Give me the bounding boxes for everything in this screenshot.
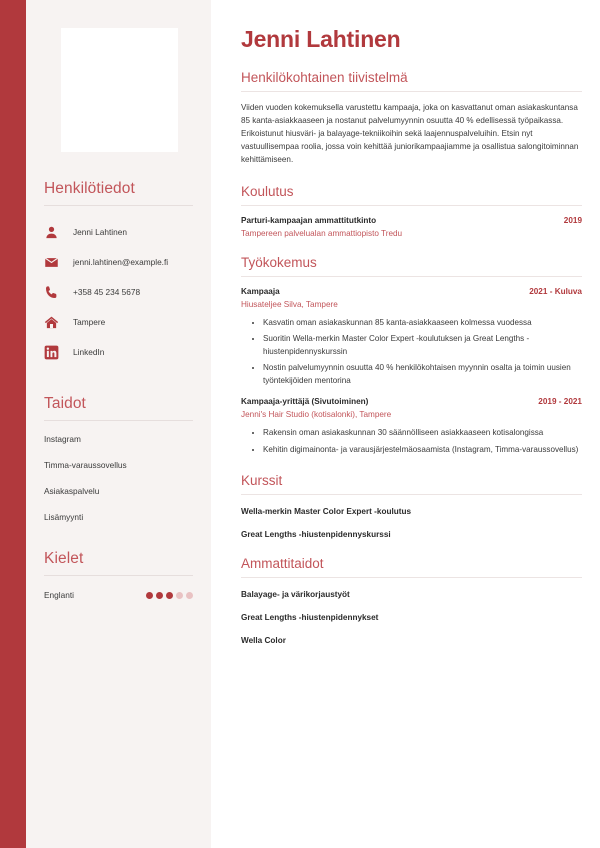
list-item: Great Lengths -hiustenpidennyskurssi <box>241 530 391 540</box>
entry-title: Kampaaja <box>241 286 280 296</box>
rating-dot <box>166 592 173 599</box>
section-heading: Ammattitaidot <box>241 556 324 572</box>
entry-title: Parturi-kampaajan ammattitutkinto <box>241 215 377 225</box>
divider <box>44 575 193 576</box>
entry-bullets <box>241 317 582 388</box>
experience-entry <box>241 287 582 388</box>
divider <box>241 276 582 277</box>
sidebar-heading-contact: Henkilötiedot <box>44 180 135 197</box>
experience-entry <box>241 397 582 456</box>
list-item: Wella-merkin Master Color Expert -koulutus <box>241 507 412 517</box>
list-item: Lisämyynti <box>44 512 84 522</box>
contact-item-label: jenni.lahtinen@example.fi <box>73 257 169 267</box>
rating-dot <box>186 592 193 599</box>
rating-dot <box>156 592 163 599</box>
entry-title: Kampaaja-yrittäjä (Sivutoiminen) <box>241 397 369 407</box>
section-courses <box>241 473 582 539</box>
list-item: • Rakensin oman asiakaskunnan 30 säännölliseen asiakkaaseen kotisalongissa <box>263 427 582 440</box>
contact-item-email[interactable] <box>44 247 193 277</box>
section-summary <box>241 70 582 167</box>
divider <box>241 577 582 578</box>
skills-list <box>44 434 193 522</box>
divider <box>44 205 193 206</box>
divider <box>241 205 582 206</box>
envelope-icon <box>44 255 66 270</box>
summary-text: Viiden vuoden kokemuksella varustettu kampaaja, joka on kasvattanut oman asiakaskuntansa 85 kanta-asiakkaaseen ja nostanut palvelumyynnin osuutta 40 % edellisessä työpaikassa. Erikoistunut hiusväri- ja balayage-tekniikoihin sekä laajennuspalveluihin. Etsin nyt vastuullisempaa roolia, jossa voin kehittää juniorikampaajiamme ja osallistua salongitoiminnan kehittämiseen. <box>241 103 579 165</box>
section-education <box>241 184 582 238</box>
contact-item-label: Tampere <box>73 317 106 327</box>
entry-organization: Hiusateljee Silva, Tampere <box>241 299 338 309</box>
list-item: Asiakaspalvelu <box>44 486 100 496</box>
contact-item-label: Jenni Lahtinen <box>73 227 127 237</box>
entry-header <box>241 287 582 296</box>
contact-item-label: +358 45 234 5678 <box>73 287 141 297</box>
divider <box>241 494 582 495</box>
language-item <box>44 590 193 600</box>
divider <box>44 420 193 421</box>
section-heading: Henkilökohtainen tiivistelmä <box>241 70 408 85</box>
list-item: Balayage- ja värikorjaustyöt <box>241 590 350 600</box>
contact-item-location <box>44 307 193 337</box>
section-heading: Koulutus <box>241 183 294 199</box>
entry-header <box>241 216 582 225</box>
list-item: • Nostin palvelumyynnin osuutta 40 % henkilökohtaisen myynnin osalta ja toimin uusien työntekijöiden mentorina <box>263 362 582 387</box>
rating-dot <box>176 592 183 599</box>
main-content <box>211 0 600 848</box>
contact-item-linkedin[interactable] <box>44 337 193 367</box>
page-title: Jenni Lahtinen <box>241 26 401 52</box>
sidebar <box>26 0 211 848</box>
list-item: Wella Color <box>241 636 286 646</box>
left-accent-bar <box>0 0 26 848</box>
entry-bullets <box>241 427 582 456</box>
linkedin-icon <box>44 345 66 360</box>
list-item: • Kehitin digimainonta- ja varausjärjestelmäosaamista (Instagram, Timma-varaussovellus) <box>263 444 582 457</box>
language-level-rating <box>146 592 193 599</box>
entry-date: 2021 - Kuluva <box>529 286 582 296</box>
contact-item-label: LinkedIn <box>73 347 105 357</box>
section-professional-skills <box>241 556 582 645</box>
contact-list <box>44 217 193 367</box>
rating-dot <box>146 592 153 599</box>
sidebar-heading-languages: Kielet <box>44 550 84 567</box>
section-heading: Työkokemus <box>241 254 317 270</box>
education-entry <box>241 216 582 238</box>
entry-date: 2019 - 2021 <box>538 397 582 407</box>
list-item: • Kasvatin oman asiakaskunnan 85 kanta-asiakkaaseen kolmessa vuodessa <box>263 317 582 330</box>
profile-photo-placeholder <box>61 28 178 152</box>
list-item: Instagram <box>44 434 81 444</box>
section-experience <box>241 255 582 457</box>
divider <box>241 91 582 92</box>
entry-organization: Jenni's Hair Studio (kotisalonki), Tampere <box>241 410 392 420</box>
sidebar-heading-skills: Taidot <box>44 395 86 412</box>
entry-organization: Tampereen palvelualan ammattiopisto Tredu <box>241 228 403 238</box>
contact-item-phone[interactable] <box>44 277 193 307</box>
list-item: Timma-varaussovellus <box>44 460 127 470</box>
entry-header <box>241 397 582 406</box>
person-icon <box>44 225 66 240</box>
home-icon <box>44 315 66 330</box>
list-item: Great Lengths -hiustenpidennykset <box>241 613 379 623</box>
phone-icon <box>44 285 66 300</box>
entry-date: 2019 <box>563 215 582 225</box>
section-heading: Kurssit <box>241 473 283 489</box>
contact-item-name <box>44 217 193 247</box>
language-label: Englanti <box>44 590 74 600</box>
list-item: • Suoritin Wella-merkin Master Color Expert -koulutuksen ja Great Lengths -hiustenpidennyskurssin <box>263 333 582 358</box>
